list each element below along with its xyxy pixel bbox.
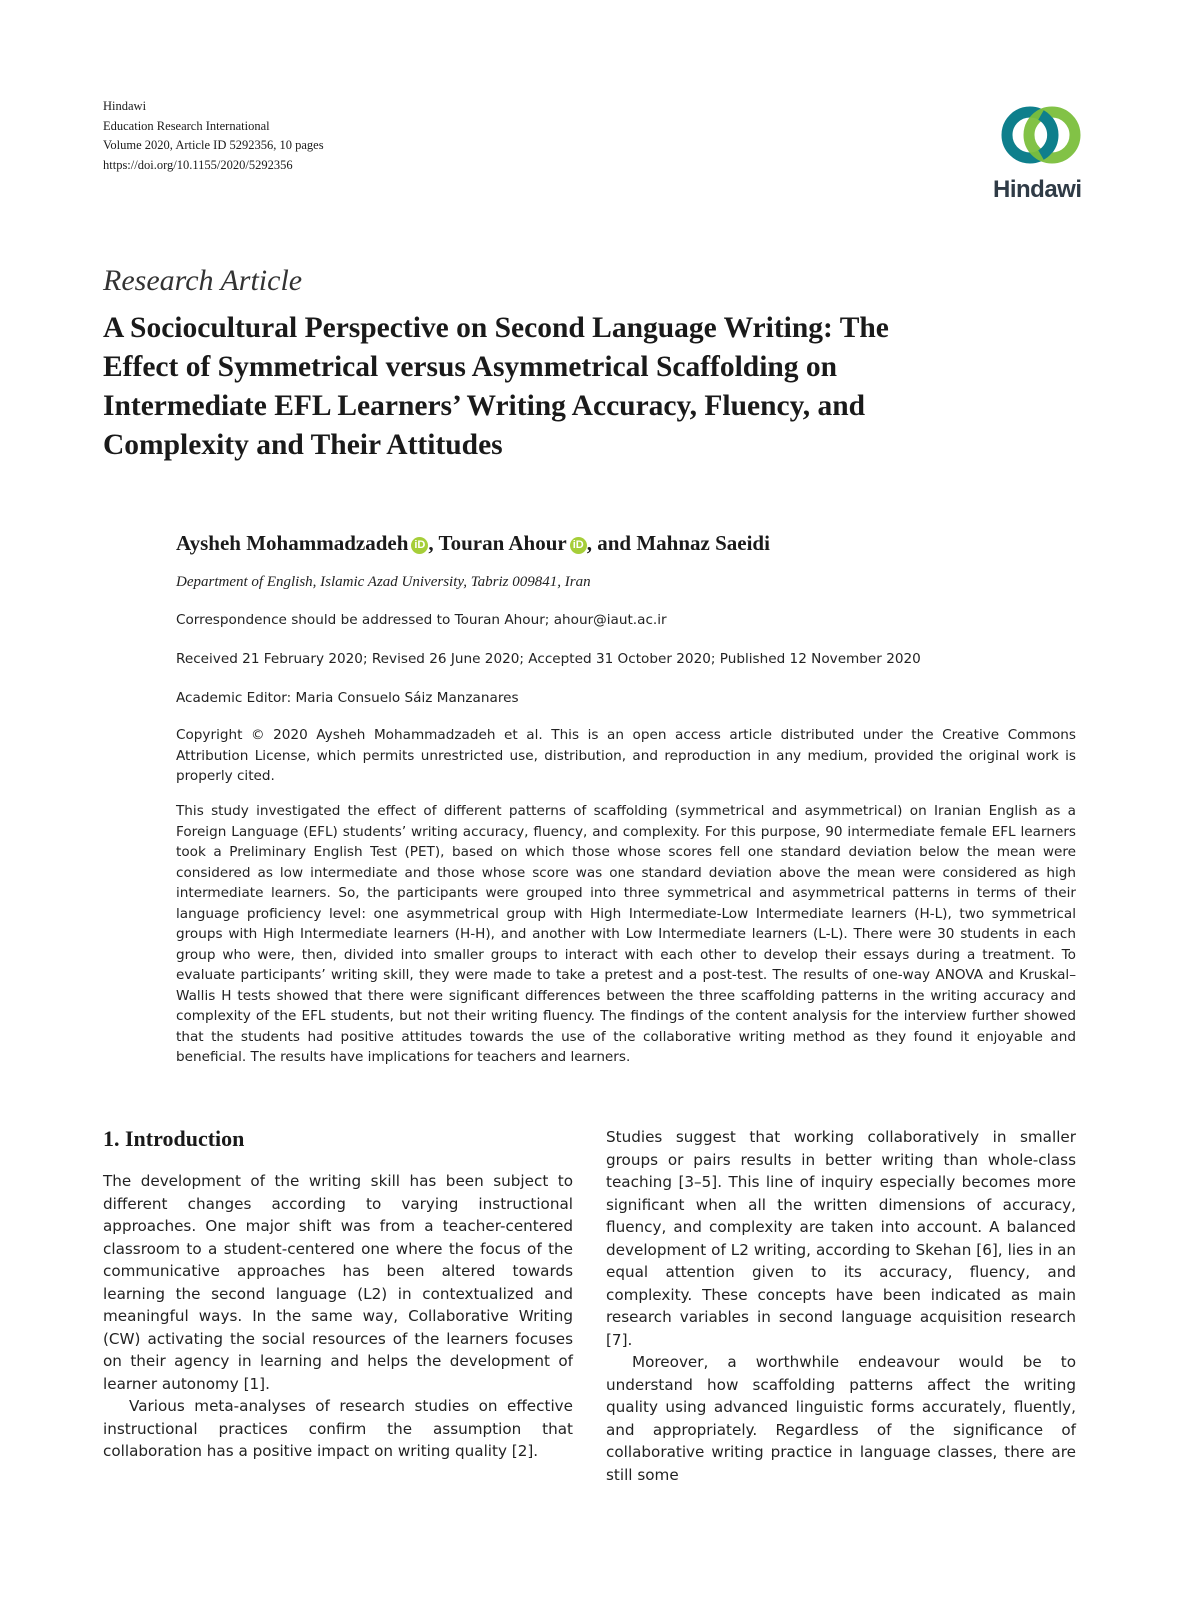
body-column-right xyxy=(606,1126,1076,1486)
title-line: Complexity and Their Attitudes xyxy=(103,429,503,461)
title-line: Effect of Symmetrical versus Asymmetrical Scaffolding on xyxy=(103,351,838,383)
copyright-notice: Copyright © 2020 Aysheh Mohammadzadeh et al. This is an open access article distributed under the Creative Commons Attribution License, which permits unrestricted use, distribution, and reproduction in any medium, provided the original work is properly cited. xyxy=(176,727,1076,784)
correspondence: Correspondence should be addressed to Touran Ahour; ahour@iaut.ac.ir xyxy=(176,612,667,628)
abstract: This study investigated the effect of different patterns of scaffolding (symmetrical and asymmetrical) on Iranian English as a Foreign Language (EFL) students’ writing accuracy, fluency, and complexity. For this purpose, 90 intermediate female EFL learners took a Preliminary English Test (PET), based on which those whose scores fell one standard deviation below the mean were considered as low intermediate and those whose score was one standard deviation above the mean were considered as high intermediate learners. So, the participants were grouped into three symmetrical and asymmetrical patterns in terms of their language proficiency level: one asymmetrical group with High Intermediate-Low Intermediate learners (H-L), two symmetrical groups with High Intermediate learners (H-H), and another with Low Intermediate learners (L-L). There were 30 students in each group who were, then, divided into smaller groups to interact with each other to develop their essays during a treatment. To evaluate participants’ writing skill, they were made to take a pretest and a post-test. The results of one-way ANOVA and Kruskal–Wallis H tests showed that there were significant differences between the three scaffolding patterns in the writing accuracy and complexity of the EFL students, but not their writing fluency. The findings of the content analysis for the interview further showed that the students had positive attitudes towards the use of the collaborative writing method as they found it enjoyable and beneficial. The results have implications for teachers and learners. xyxy=(176,803,1076,1065)
doi-link[interactable]: https://doi.org/10.1155/2020/5292356 xyxy=(103,157,293,172)
article-title xyxy=(103,309,1103,465)
academic-editor: Academic Editor: Maria Consuelo Sáiz Manzanares xyxy=(176,690,519,706)
paragraph: Various meta-analyses of research studies on effective instructional practices confirm the assumption that collaboration has a positive impact on writing quality [2]. xyxy=(103,1397,573,1460)
author-name: Aysheh Mohammadzadeh xyxy=(176,531,409,555)
author-name: Touran Ahour xyxy=(438,531,567,555)
article-type: Research Article xyxy=(103,264,303,297)
paragraph: Studies suggest that working collaboratively in smaller groups or pairs results in better writing than whole-class teaching [3–5]. This line of inquiry especially becomes more significant when all the written dimensions of accuracy, fluency, and complexity are taken into account. A balanced development of L2 writing, according to Skehan [6], lies in an equal attention given to its accuracy, fluency, and complexity. These concepts have been indicated as main research variables in second language acquisition research [7]. xyxy=(606,1128,1076,1349)
title-line: A Sociocultural Perspective on Second Language Writing: The xyxy=(103,312,889,344)
publication-dates: Received 21 February 2020; Revised 26 June 2020; Accepted 31 October 2020; Published 12 November 2020 xyxy=(176,651,921,667)
author-name: Mahnaz Saeidi xyxy=(636,531,770,555)
author-list: Aysheh Mohammadzadeh iD , Touran Ahour iD , and Mahnaz Saeidi xyxy=(176,531,770,555)
journal-name: Education Research International xyxy=(103,118,270,133)
hindawi-wordmark: Hindawi xyxy=(993,176,1082,203)
section-heading: 1. Introduction xyxy=(103,1126,245,1151)
paragraph: Moreover, a worthwhile endeavour would be to understand how scaffolding patterns affect the writing quality using advanced linguistic forms accurately, fluently, and appropriately. Regardless of the significance of collaborative writing practice in language classes, there are still some xyxy=(606,1353,1076,1484)
orcid-icon[interactable]: iD xyxy=(570,537,587,554)
volume-info: Volume 2020, Article ID 5292356, 10 pages xyxy=(103,138,324,152)
paragraph: The development of the writing skill has been subject to different changes according to varying instructional approaches. One major shift was from a teacher-centered classroom to a student-centered one where the focus of the communicative approaches has been altered towards learning the second language (L2) in contextualized and meaningful ways. In the same way, Collaborative Writing (CW) activating the social resources of the learners focuses on their agency in learning and helps the development of learner autonomy [1]. xyxy=(103,1172,573,1393)
title-line: Intermediate EFL Learners’ Writing Accuracy, Fluency, and xyxy=(103,390,866,422)
publisher-name: Hindawi xyxy=(103,99,147,113)
body-column-left xyxy=(103,1170,573,1463)
orcid-icon[interactable]: iD xyxy=(411,537,428,554)
journal-info xyxy=(103,97,324,175)
affiliation: Department of English, Islamic Azad University, Tabriz 009841, Iran xyxy=(176,574,591,590)
